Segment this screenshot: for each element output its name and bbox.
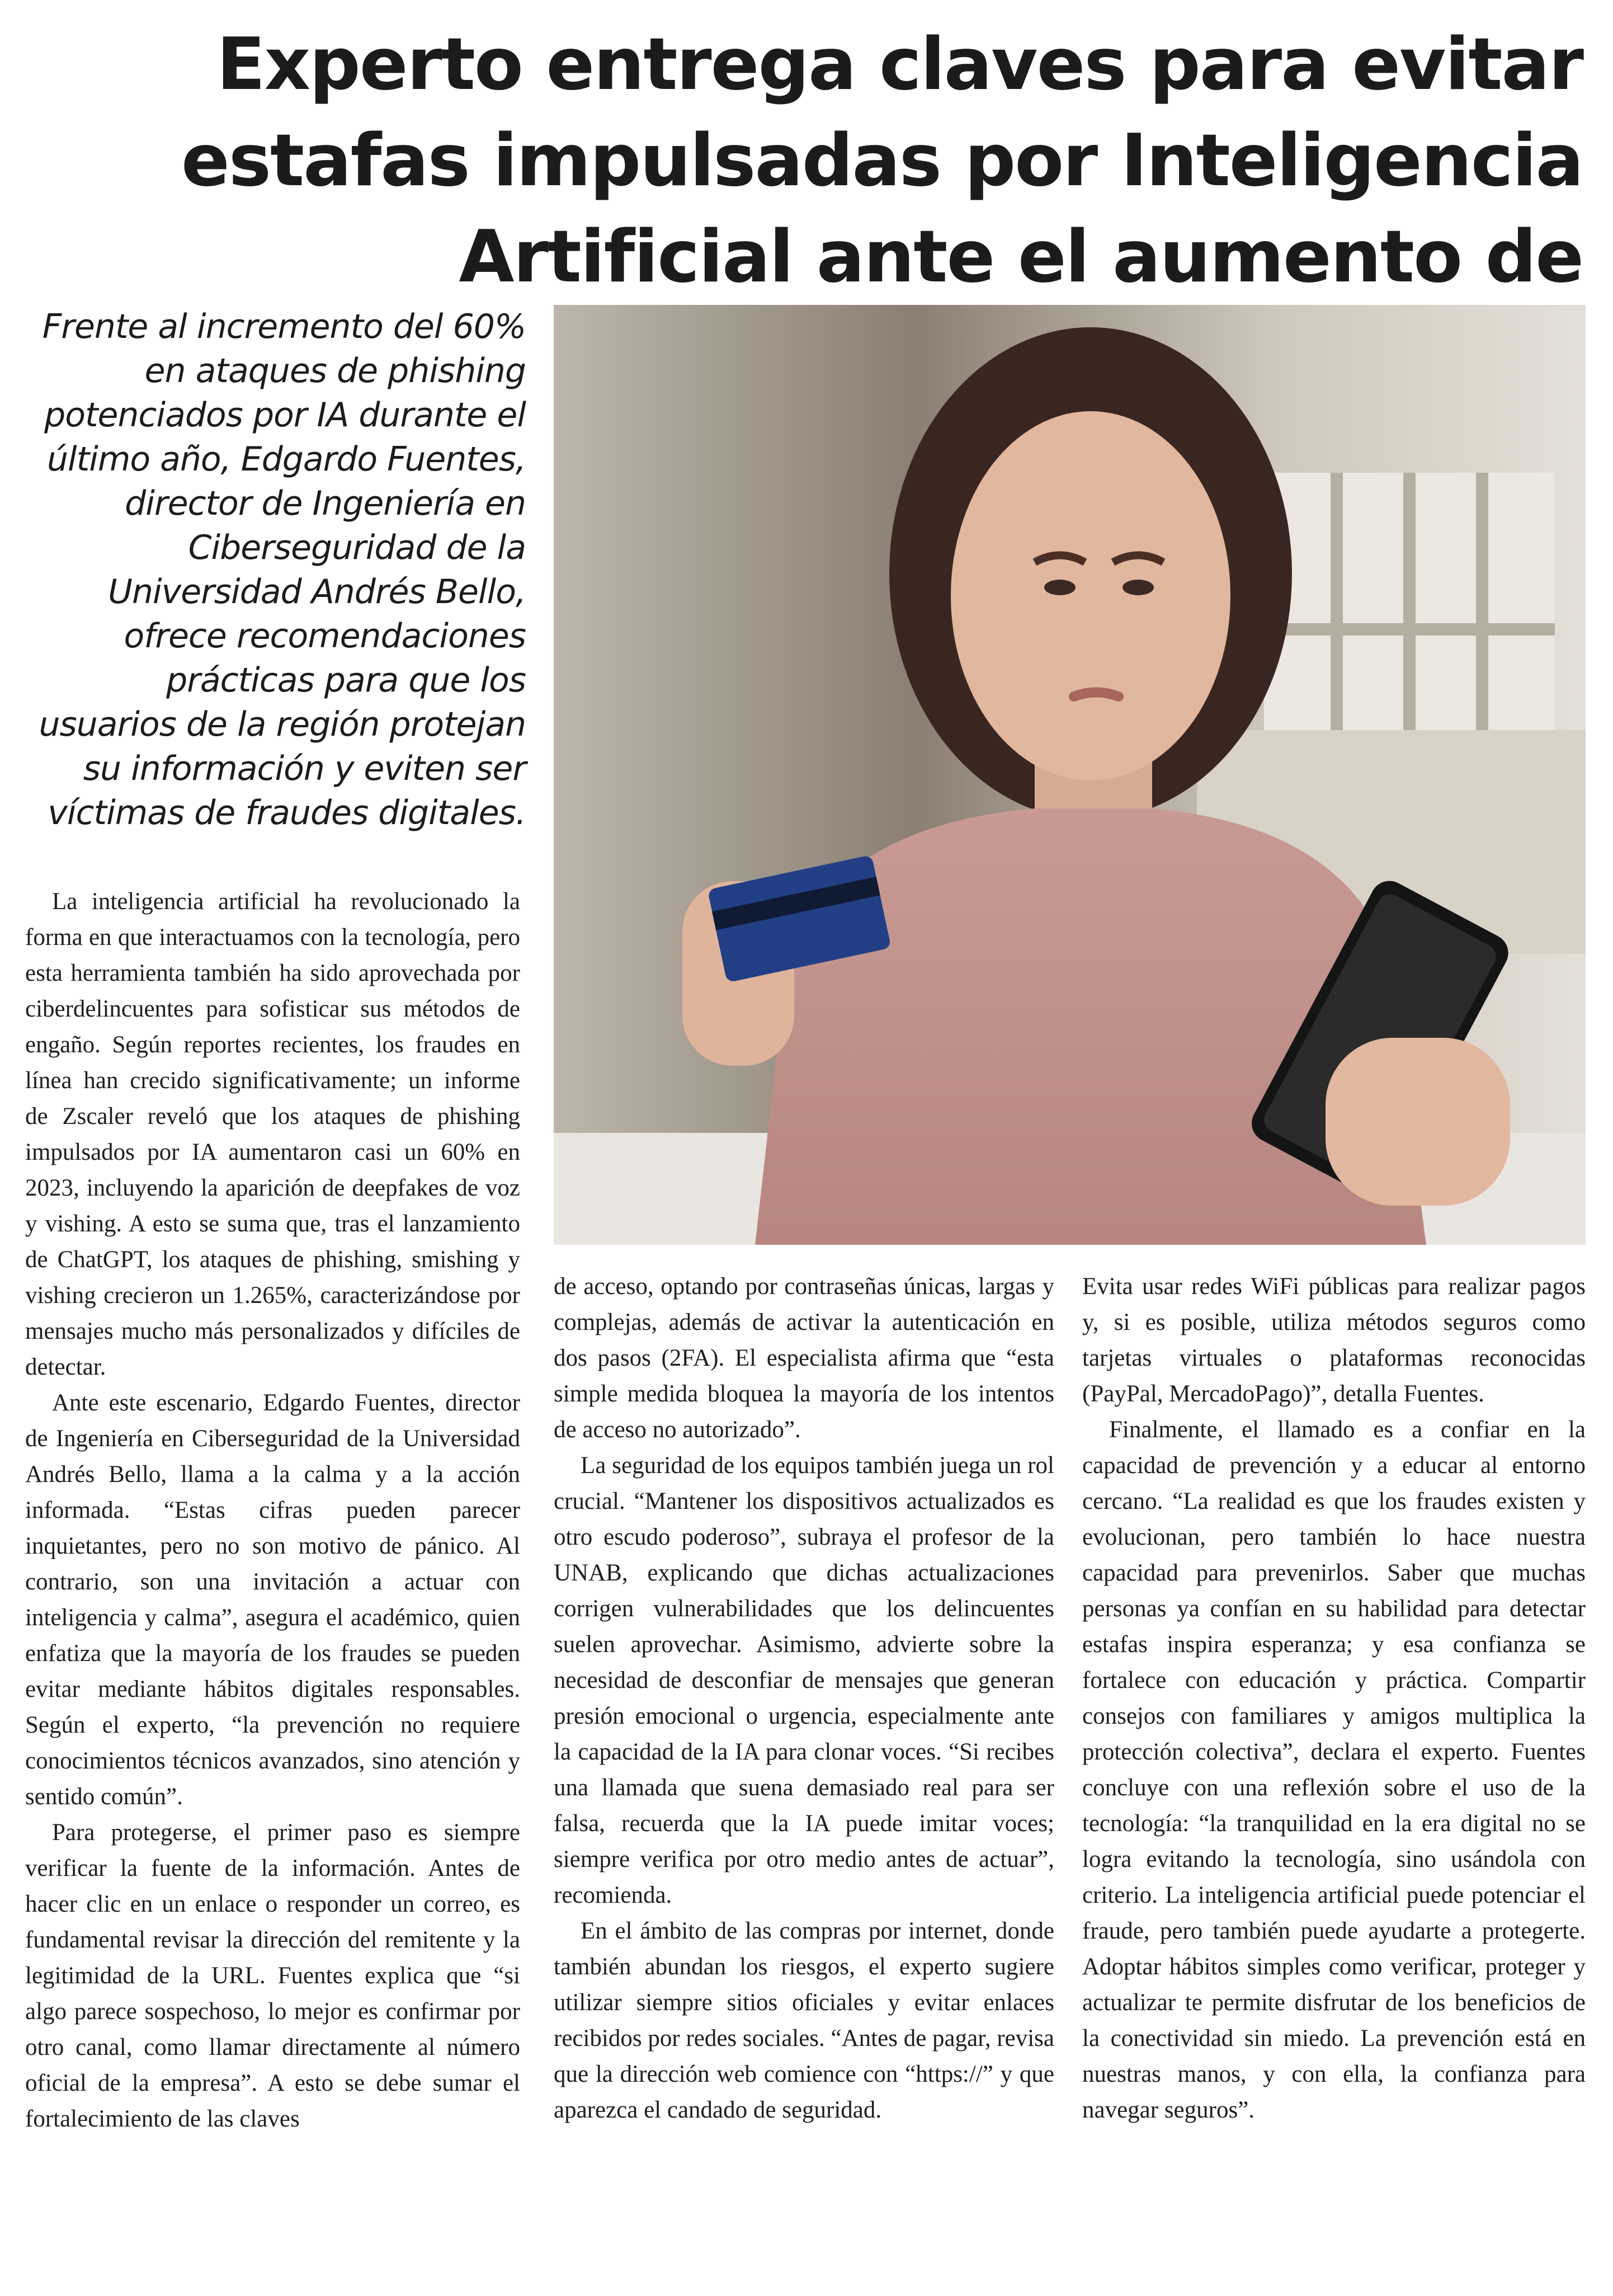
headline: Experto entrega claves para evitar estafas impulsadas por Inteligencia Artificial ante el aumento de	[181, 23, 1583, 299]
paragraph: La inteligencia artificial ha revolucionado la forma en que interactuamos con la tecnología, pero esta herramienta también ha sido aprovechada por ciberdelincuentes para sofisticar sus métodos de engaño. Según reportes recientes, los fraudes en línea han crecido significativamente; un informe de Zscaler reveló que los ataques de phishing impulsados por IA aumentaron casi un 60% en 2023, incluyendo la aparición de deepfakes de voz y vishing. A esto se suma que, tras el lanzamiento de ChatGPT, los ataques de phishing, smishing y vishing crecieron un 1.265%, caracterizándose por mensajes mucho más personalizados y difíciles de detectar.	[25, 888, 520, 1380]
paragraph: La seguridad de los equipos también juega un rol crucial. “Mantener los dispositivos actualizados es otro escudo poderoso”, subraya el profesor de la UNAB, explicando que dichas actualizaciones corrigen vulnerabilidades que los delincuentes suelen aprovechar. Asimismo, advierte sobre la necesidad de desconfiar de mensajes que generan presión emocional o urgencia, especialmente ante la capacidad de la IA para clonar voces. “Si recibes una llamada que suena demasiado real para ser falsa, recuerda que la IA puede imitar voces; siempre verifica por otro medio antes de actuar”, recomienda.	[554, 1452, 1054, 1908]
paragraph: Para protegerse, el primer paso es siempre verificar la fuente de la información. Antes de hacer clic en un enlace o responder un correo, es fundamental revisar la dirección del remitente y la legitimidad de la URL. Fuentes explica que “si algo parece sospechoso, lo mejor es confirmar por otro canal, como llamar directamente al número oficial de la empresa”. A esto se debe sumar el fortalecimiento de las claves	[25, 1819, 520, 2132]
article-column-2	[554, 1269, 1054, 2128]
article-column-1	[25, 884, 520, 2137]
paragraph: Finalmente, el llamado es a confiar en la capacidad de prevención y a educar al entorno cercano. “La realidad es que los fraudes existen y evolucionan, pero también lo hace nuestra capacidad para prevenirlos. Saber que muchas personas ya confían en su habilidad para detectar estafas inspira esperanza; y esa confianza se fortalece con educación y práctica. Compartir consejos con familiares y amigos multiplica la protección colectiva”, declara el experto. Fuentes concluye con una reflexión sobre el uso de la tecnología: “la tranquilidad en la era digital no se logra evitando la tecnología, sino usándola con criterio. La inteligencia artificial puede potenciar el fraude, pero también puede ayudarte a protegerte. Adoptar hábitos simples como verificar, proteger y actualizar te permite disfrutar de los beneficios de la conectividad sin miedo. La prevención está en nuestras manos, y con ella, la confianza para navegar seguros”.	[1082, 1417, 1586, 2123]
article-photo	[554, 305, 1586, 1245]
paragraph: Ante este escenario, Edgardo Fuentes, director de Ingeniería en Ciberseguridad de la Universidad Andrés Bello, llama a la calma y a la acción informada. “Estas cifras pueden parecer inquietantes, pero no son motivo de pánico. Al contrario, son una invitación a actuar con inteligencia y calma”, asegura el académico, quien enfatiza que la mayoría de los fraudes se pueden evitar mediante hábitos digitales responsables. Según el experto, “la prevención no requiere conocimientos técnicos avanzados, sino atención y sentido común”.	[25, 1390, 520, 1810]
paragraph-continuation: de acceso, optando por contraseñas únicas, largas y complejas, además de activar la autenticación en dos pasos (2FA). El especialista afirma que “esta simple medida bloquea la mayoría de los intentos de acceso no autorizado”.	[554, 1273, 1054, 1443]
lede: Frente al incremento del 60% en ataques de phishing potenciados por IA durante el último año, Edgardo Fuentes, director de Ingeniería en Ciberseguridad de la Universidad Andrés Bello, ofrece recomendaciones prácticas para que los usuarios de la región protejan su información y eviten ser víctimas de fraudes digitales.	[39, 307, 526, 832]
paragraph: En el ámbito de las compras por internet, donde también abundan los riesgos, el experto sugiere utilizar siempre sitios oficiales y evitar enlaces recibidos por redes sociales. “Antes de pagar, revisa que la dirección web comience con “https://” y que aparezca el candado de seguridad.	[554, 1918, 1054, 2123]
paragraph-continuation: Evita usar redes WiFi públicas para realizar pagos y, si es posible, utiliza métodos seguros como tarjetas virtuales o plataformas reconocidas (PayPal, MercadoPago)”, detalla Fuentes.	[1082, 1273, 1586, 1407]
article-column-3	[1082, 1269, 1586, 2128]
woman-holding-card-and-phone-photo	[554, 305, 1586, 1245]
